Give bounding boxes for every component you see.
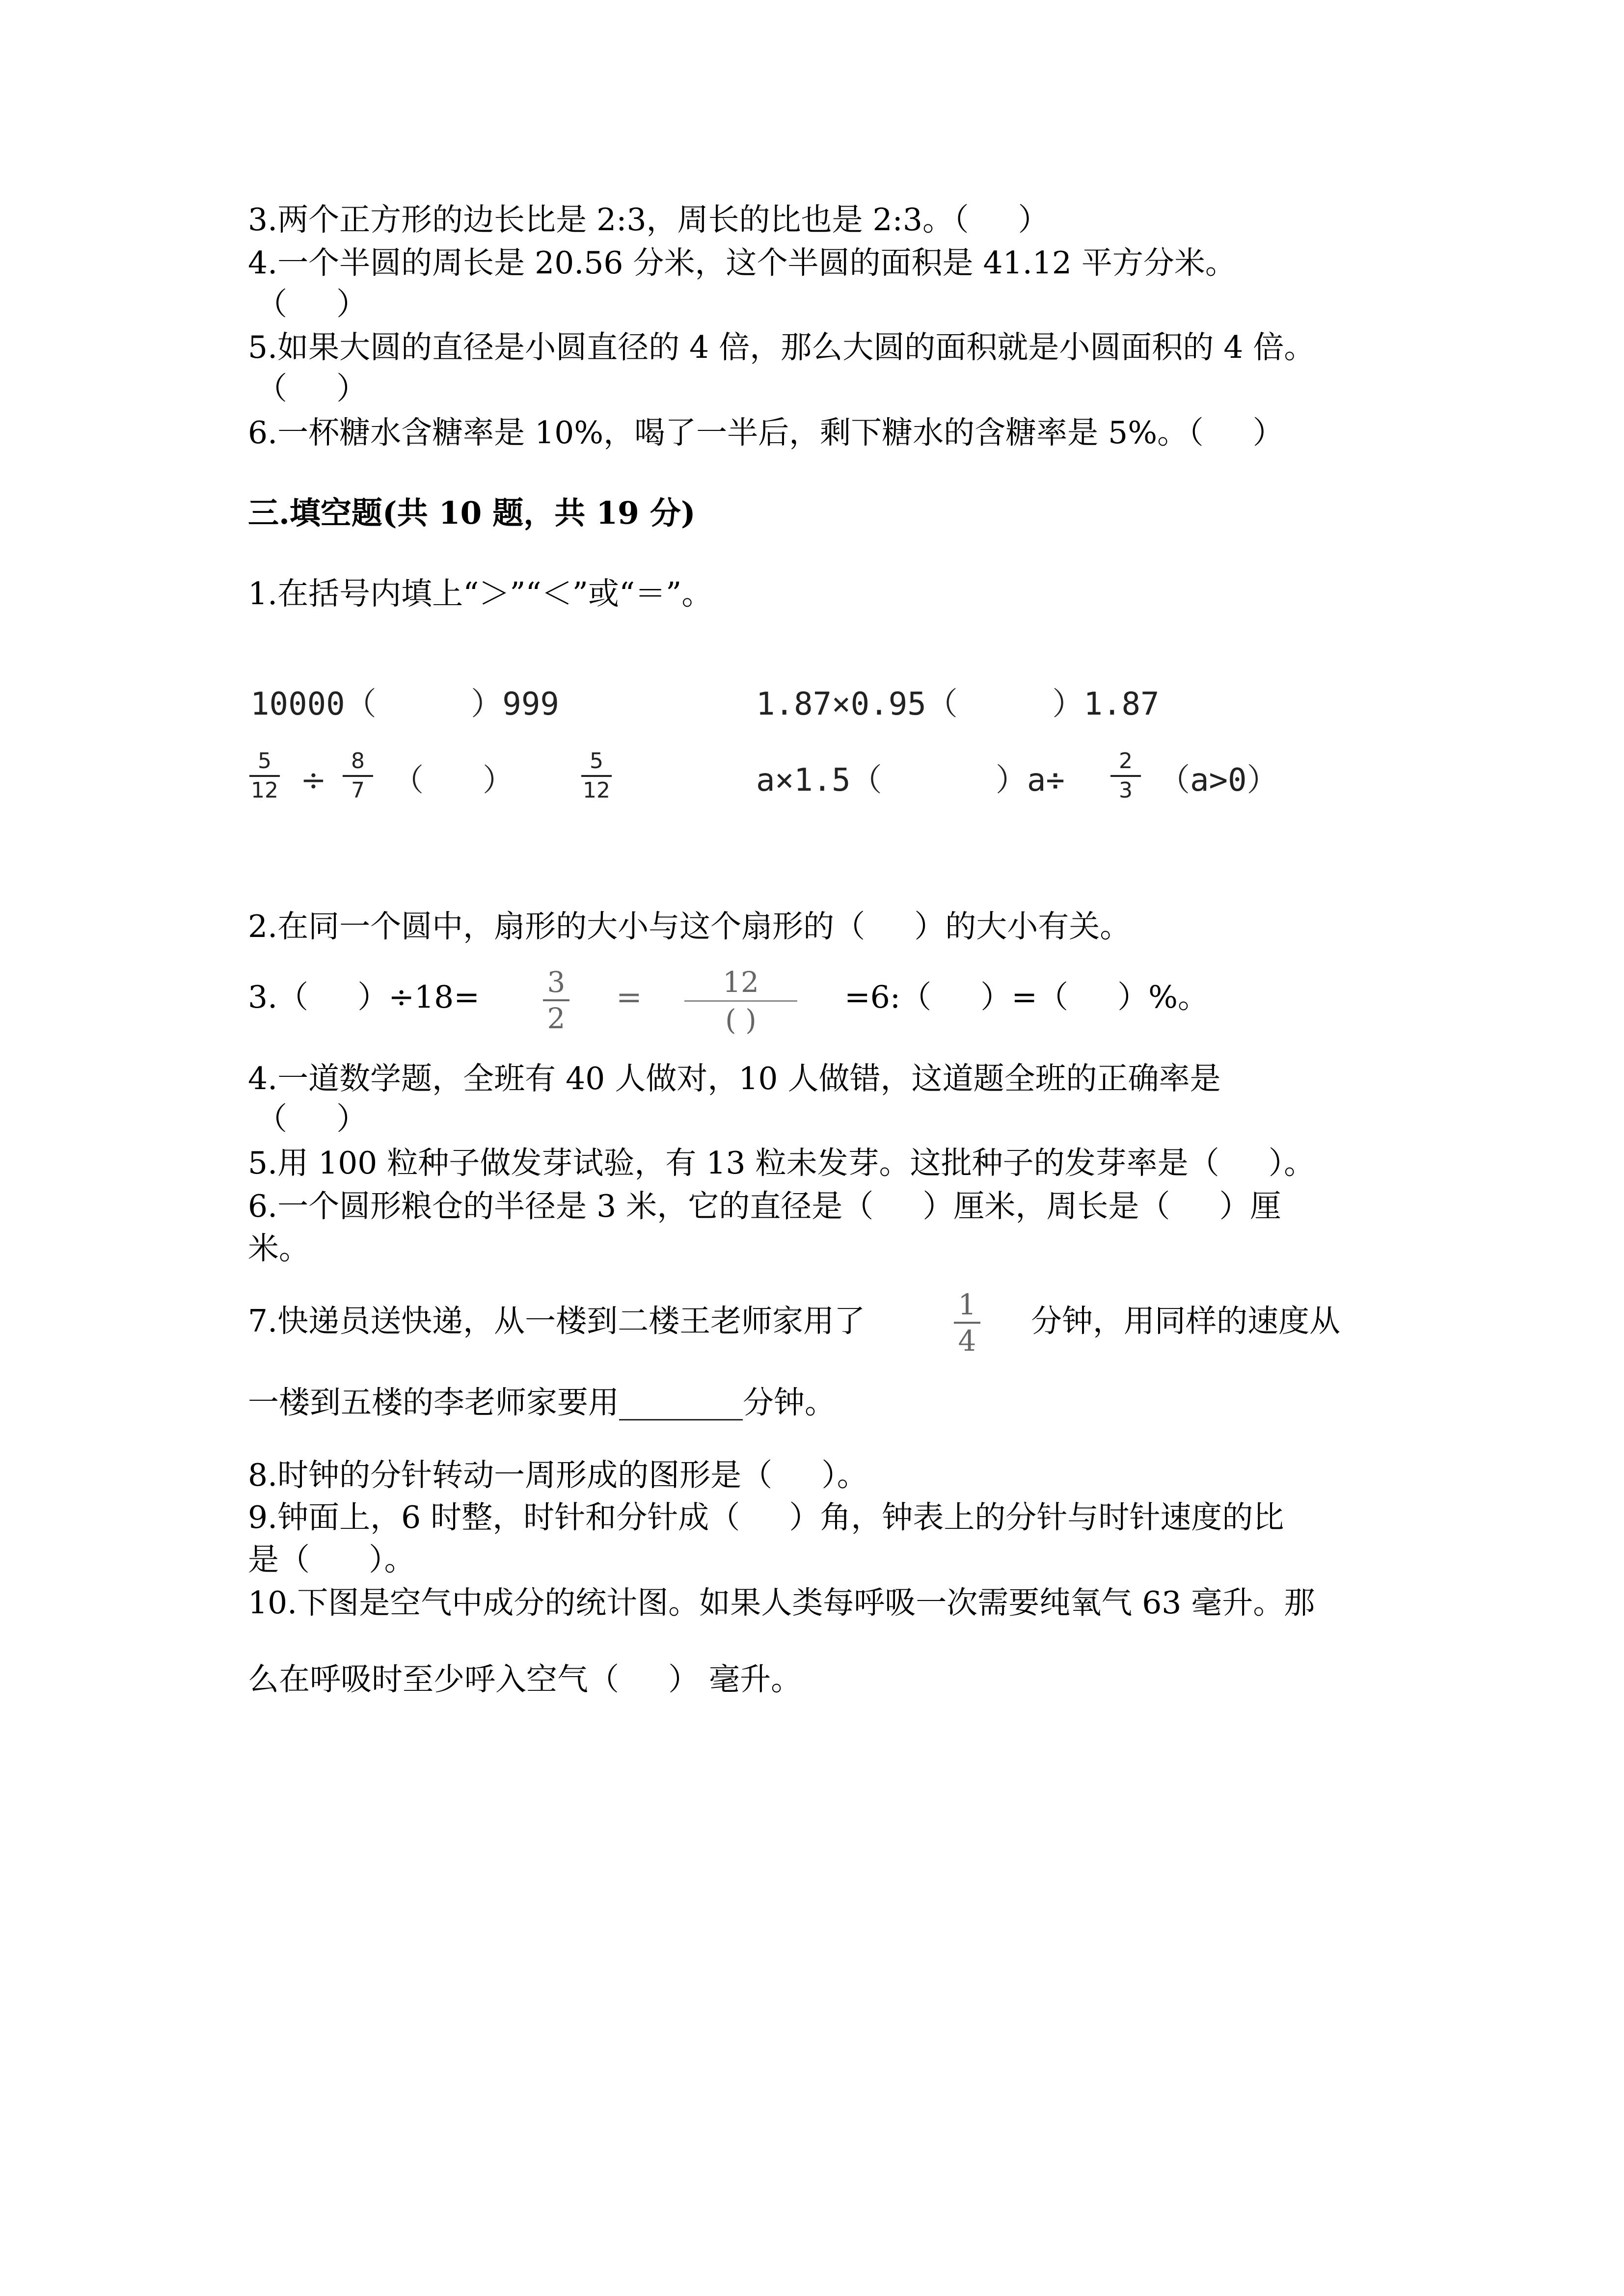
fraction-numerator: 8 [351, 748, 365, 774]
fill-q9-line1: 9.钟面上，6 时整，时针和分针成（ ）角，钟表上的分针与时针速度的比 [248, 1499, 1284, 1535]
fill-q10-line1: 10.下图是空气中成分的统计图。如果人类每呼吸一次需要纯氧气 63 毫升。那 [248, 1585, 1315, 1621]
fraction-denominator: 7 [351, 778, 365, 803]
judge-q5-line1: 5.如果大圆的直径是小圆直径的 4 倍，那么大圆的面积就是小圆面积的 4 倍。 [248, 329, 1315, 365]
fill-q9-line2: 是（ ）。 [248, 1542, 415, 1577]
judge-q4-answer-paren[interactable]: （ ） [256, 286, 368, 322]
fraction-denominator-blank[interactable]: ( ) [725, 1003, 757, 1037]
fraction-denominator: 3 [1119, 778, 1133, 803]
fraction-denominator: 12 [583, 778, 610, 803]
fraction-1-4 [945, 1288, 989, 1357]
fraction-bar [343, 775, 373, 777]
fraction-5-12-b [574, 748, 619, 803]
compare-paren-row2-left[interactable]: （ ） [393, 762, 514, 798]
equals-sign: = [616, 979, 642, 1015]
fraction-bar [249, 775, 280, 777]
fraction-numerator: 5 [258, 748, 271, 774]
fraction-8-7 [336, 748, 380, 803]
fraction-bar [684, 1000, 797, 1002]
fill-q4-line1: 4.一道数学题，全班有 40 人做对，10 人做错，这道题全班的正确率是 [248, 1061, 1221, 1096]
fraction-3-2 [534, 966, 578, 1035]
fill-q5: 5.用 100 粒种子做发芽试验，有 13 粒未发芽。这批种子的发芽率是（ ）。 [248, 1145, 1315, 1181]
judge-q3: 3.两个正方形的边长比是 2:3，周长的比也是 2:3。（ ） [248, 202, 1049, 238]
fraction-numerator: 3 [547, 965, 566, 999]
fraction-numerator: 5 [590, 748, 603, 774]
fraction-bar [543, 999, 569, 1001]
compare-row1-left: 10000（ ）999 [250, 686, 559, 722]
fill-q1-stem: 1.在括号内填上“＞”“＜”或“＝”。 [248, 576, 713, 612]
judge-q5-answer-paren[interactable]: （ ） [256, 371, 368, 406]
compare-condition: （a>0） [1159, 762, 1278, 799]
fill-q4-answer-paren[interactable]: （ ） [256, 1101, 368, 1137]
fill-q3-part2: =6:（ ）=（ ）%。 [844, 979, 1209, 1015]
judge-q4-line1: 4.一个半圆的周长是 20.56 分米，这个半圆的面积是 41.12 平方分米。 [248, 245, 1236, 281]
fraction-bar [581, 775, 612, 777]
fraction-12-blank [684, 966, 797, 1036]
fill-q6-line1: 6.一个圆形粮仓的半径是 3 米，它的直径是（ ）厘米，周长是（ ）厘 [248, 1188, 1281, 1224]
fraction-bar [954, 1322, 980, 1324]
fill-q7-part2: 分钟，用同样的速度从 [1031, 1303, 1340, 1339]
fill-q2: 2.在同一个圆中，扇形的大小与这个扇形的（ ）的大小有关。 [248, 908, 1131, 944]
fill-q8: 8.时钟的分针转动一周形成的图形是（ ）。 [248, 1457, 868, 1493]
fraction-denominator: 12 [251, 778, 278, 803]
judge-q6: 6.一杯糖水含糖率是 10%，喝了一半后，剩下糖水的含糖率是 5%。（ ） [248, 415, 1284, 451]
fill-q10-line2: 么在呼吸时至少呼入空气（ ） 毫升。 [248, 1661, 802, 1697]
fraction-5-12-a [243, 748, 287, 803]
fill-q7-line2: 一楼到五楼的李老师家要用________分钟。 [248, 1385, 836, 1420]
compare-row2-right: a×1.5（ ）a÷ [756, 762, 1065, 799]
fill-q3-part1: 3.（ ）÷18= [248, 979, 480, 1015]
fill-q6-line2: 米。 [248, 1230, 310, 1266]
section-heading-fill-in: 三.填空题(共 10 题，共 19 分) [248, 495, 696, 531]
fraction-2-3 [1104, 748, 1148, 803]
fill-q7-part1: 7.快递员送快递，从一楼到二楼王老师家用了 [248, 1303, 866, 1339]
fraction-numerator: 12 [723, 965, 759, 999]
fraction-bar [1110, 775, 1141, 777]
fraction-denominator: 2 [547, 1002, 566, 1035]
fraction-numerator: 1 [958, 1288, 976, 1321]
divide-symbol: ÷ [300, 762, 326, 798]
fraction-denominator: 4 [958, 1324, 976, 1358]
compare-row1-right: 1.87×0.95（ ）1.87 [756, 686, 1160, 722]
fraction-numerator: 2 [1119, 748, 1133, 774]
